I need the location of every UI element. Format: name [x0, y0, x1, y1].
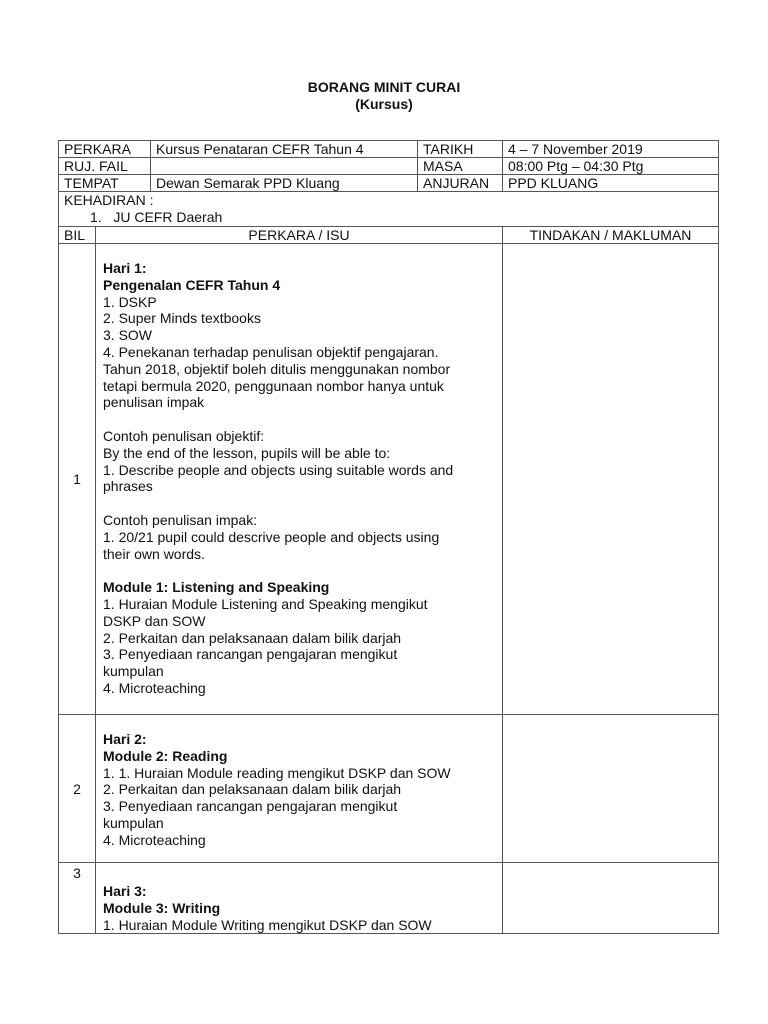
tempat-label: TEMPAT: [59, 175, 151, 192]
content-line: [103, 562, 495, 579]
content-line: their own words.: [103, 545, 205, 562]
content-line: Contoh penulisan objektif:: [103, 427, 265, 444]
content-line: 2. Super Minds textbooks: [103, 310, 261, 327]
content-line: 1. Describe people and objects using suitable words and: [103, 461, 454, 478]
row-action: [503, 244, 719, 715]
perkara-label: PERKARA: [59, 141, 151, 158]
content-line: 3. Penyediaan rancangan pengajaran mengikut: [103, 646, 398, 663]
masa-label: MASA: [418, 158, 503, 175]
document-title: BORANG MINIT CURAI: [307, 79, 461, 95]
section-heading: Hari 2:: [103, 731, 147, 747]
tarikh-label: TARIKH: [418, 141, 503, 158]
content-line: 1. DSKP: [103, 293, 157, 310]
content-line: phrases: [103, 478, 153, 495]
content-line: 2. Perkaitan dan pelaksanaan dalam bilik darjah: [103, 629, 402, 646]
document-subtitle: (Kursus): [355, 96, 413, 112]
anjuran-label: ANJURAN: [418, 175, 503, 192]
content-line: By the end of the lesson, pupils will be able to:: [103, 444, 391, 461]
col-perkara: PERKARA / ISU: [96, 227, 503, 244]
content-line: 4. Microteaching: [103, 831, 206, 848]
content-line: 1. 20/21 pupil could descrive people and objects using: [103, 528, 440, 545]
row-content: [96, 863, 503, 934]
row-action: [503, 863, 719, 934]
section-heading: Hari 1:: [103, 260, 147, 276]
content-line: 4. Penekanan terhadap penulisan objektif pengajaran.: [103, 343, 439, 360]
tarikh-value: 4 – 7 November 2019: [503, 141, 719, 158]
section-heading: Hari 3:: [103, 883, 147, 899]
content-line: kumpulan: [103, 663, 164, 680]
table-row: [59, 244, 719, 715]
content-line: 1. Huraian Module Listening and Speaking mengikut: [103, 595, 428, 612]
row-number: 2: [59, 715, 96, 863]
tempat-value: Dewan Semarak PPD Kluang: [151, 175, 418, 192]
ruj-fail-label: RUJ. FAIL: [59, 158, 151, 175]
content-line: 2. Perkaitan dan pelaksanaan dalam bilik darjah: [103, 781, 402, 798]
content-line: 1. 1. Huraian Module reading mengikut DSKP dan SOW: [103, 764, 451, 781]
anjuran-value: PPD KLUANG: [503, 175, 719, 192]
kehadiran-cell: [59, 192, 719, 227]
content-line: penulisan impak: [103, 394, 205, 411]
row-number: 3: [59, 863, 96, 934]
row-action: [503, 715, 719, 863]
section-heading: Pengenalan CEFR Tahun 4: [103, 276, 281, 293]
ruj-fail-value: [151, 158, 418, 175]
content-line: 4. Microteaching: [103, 679, 206, 696]
content-line: [103, 411, 495, 428]
table-row: [59, 863, 719, 934]
masa-value: 08:00 Ptg – 04:30 Ptg: [503, 158, 719, 175]
col-bil: BIL: [59, 227, 96, 244]
content-line: [103, 495, 495, 512]
row-content: [96, 244, 503, 715]
row-content: [96, 715, 503, 863]
content-line: tetapi bermula 2020, penggunaan nombor hanya untuk: [103, 377, 444, 394]
content-line: 3. Penyediaan rancangan pengajaran mengikut: [103, 798, 398, 815]
info-table: [58, 140, 719, 227]
section-heading: Module 3: Writing: [103, 899, 221, 916]
section-heading: Module 1: Listening and Speaking: [103, 579, 330, 596]
col-tindakan: TINDAKAN / MAKLUMAN: [503, 227, 719, 244]
kehadiran-label: KEHADIRAN :: [64, 192, 154, 208]
content-line: Tahun 2018, objektif boleh ditulis menggunakan nombor: [103, 360, 451, 377]
minutes-table: [58, 226, 719, 934]
content-line: DSKP dan SOW: [103, 612, 206, 629]
perkara-value: Kursus Penataran CEFR Tahun 4: [151, 141, 418, 158]
content-line: Contoh penulisan impak:: [103, 511, 258, 528]
row-number: 1: [59, 244, 96, 715]
section-heading: Module 2: Reading: [103, 747, 228, 764]
content-line: kumpulan: [103, 814, 164, 831]
kehadiran-item: 1. JU CEFR Daerah: [90, 209, 223, 225]
table-row: [59, 715, 719, 863]
content-line: 1. Huraian Module Writing mengikut DSKP dan SOW: [103, 916, 432, 933]
content-line: 3. SOW: [103, 327, 153, 344]
